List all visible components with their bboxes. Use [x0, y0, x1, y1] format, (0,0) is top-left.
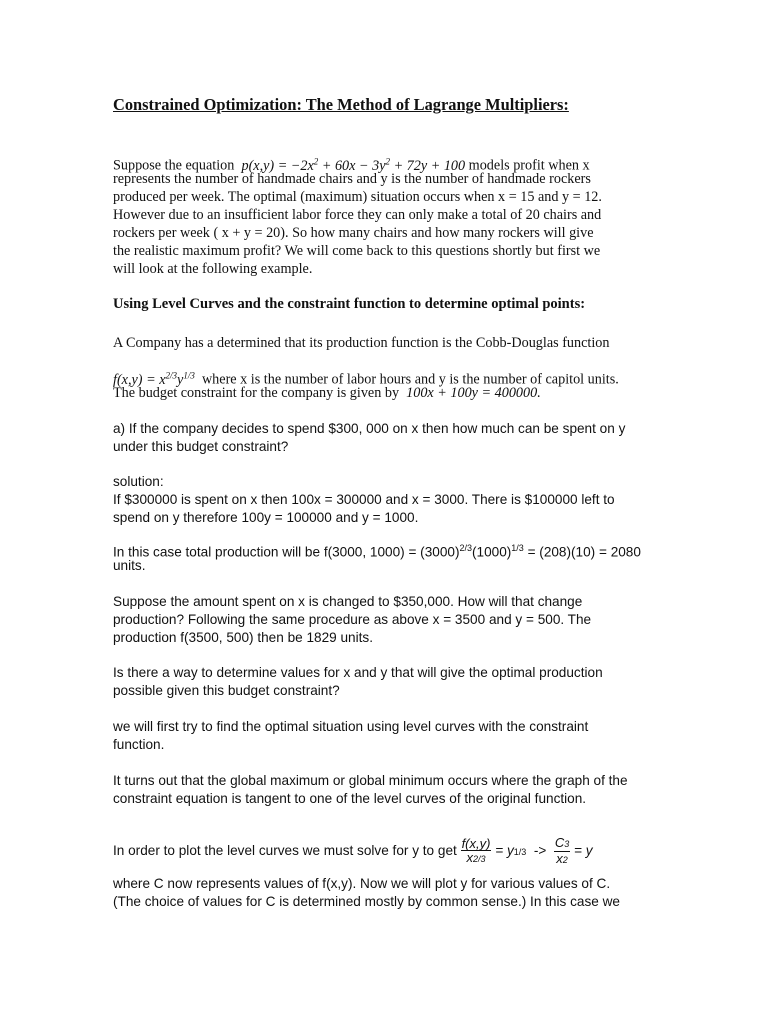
level-curves-paragraph: [113, 718, 653, 754]
intro-paragraph: [113, 152, 653, 278]
final-line: where C now represents values of f(x,y). Now we will plot y for various values of C.: [113, 876, 611, 891]
exponent-two-thirds: 2/3: [459, 543, 472, 553]
units-line: units.: [113, 558, 146, 573]
budget-constraint: 100x + 100y = 400000.: [406, 385, 541, 401]
budget-text: The budget constraint for the company is given by: [113, 385, 400, 401]
plot-paragraph: [113, 826, 653, 870]
intro-line: produced per week. The optimal (maximum) situation occurs when x = 15 and y = 12.: [113, 189, 602, 205]
production-mid: (1000): [471, 544, 512, 560]
fraction-numerator-base: C: [554, 835, 565, 850]
tangent-paragraph: [113, 772, 653, 808]
fraction-denominator-exponent: 2: [562, 855, 568, 865]
question-a: [113, 420, 653, 456]
plot-line: [113, 826, 653, 867]
company-line: A Company has a determined that its production function is the Cobb-Douglas function: [113, 335, 610, 351]
fraction-numerator: [554, 836, 570, 852]
section-heading: Using Level Curves and the constraint function to determine optimal points:: [113, 296, 586, 312]
intro-lead: Suppose the equation: [113, 157, 235, 174]
profit-equation: $p(x,y) = -2x^2 + 60x - 3y^2 + 72y + 100$: [237, 156, 466, 174]
solution-line: If $300000 is spent on x then 100x = 300000 and x = 3000. There is $100000 left to: [113, 492, 615, 507]
fraction-denominator: [554, 852, 570, 867]
company-paragraph: [113, 334, 653, 402]
fraction-numerator: f(x,y): [461, 836, 491, 851]
solution-line: spend on y therefore 100y = 100000 and y = 1000.: [113, 510, 419, 525]
production-line: [113, 539, 653, 560]
intro-after: models profit when x: [468, 157, 590, 174]
production-end: = (208)(10) = 2080: [523, 544, 641, 560]
equals-y: = y: [495, 843, 514, 859]
level-line: we will first try to find the optimal situation using level curves with the constraint: [113, 719, 589, 734]
question-a-line: a) If the company decides to spend $300, 000 on x then how much can be spent on y: [113, 421, 626, 436]
tangent-line: constraint equation is tangent to one of the level curves of the original function.: [113, 791, 587, 806]
tangent-line: It turns out that the global maximum or global minimum occurs where the graph of the: [113, 773, 628, 788]
intro-first-line: [113, 152, 653, 174]
production-lead: In this case total production will be f(3000, 1000) = (3000): [113, 544, 460, 560]
fraction-denominator-base: x: [556, 851, 563, 866]
company-line-after: where x is the number of labor hours and y is the number of capitol units.: [201, 371, 619, 388]
company-function-line: [113, 366, 653, 388]
fraction-numerator-exponent: 3: [564, 839, 570, 849]
equals-y: = y: [574, 843, 593, 859]
fraction-denominator: [461, 851, 492, 866]
change-line: production f(3500, 500) then be 1829 units.: [113, 630, 373, 645]
fraction-c-over-x: [554, 836, 570, 867]
cobb-douglas-function: $f(x,y) = x^{2/3}y^{1/3}$: [113, 370, 195, 388]
fraction-denominator-base: x: [466, 850, 473, 865]
intro-line: rockers per week ( x + y = 20). So how many chairs and how many rockers will give: [113, 225, 594, 241]
change-line: production? Following the same procedure as above x = 3500 and y = 500. The: [113, 612, 592, 627]
intro-line: the realistic maximum profit? We will come back to this questions shortly but first we: [113, 243, 601, 259]
exponent-one-third: 1/3: [511, 543, 524, 553]
optimal-question-line: Is there a way to determine values for x and y that will give the optimal production: [113, 665, 603, 680]
final-line: (The choice of values for C is determined mostly by common sense.) In this case we: [113, 894, 620, 909]
change-line: Suppose the amount spent on x is changed to $350,000. How will that change: [113, 594, 583, 609]
intro-line: represents the number of handmade chairs and y is the number of handmade rockers: [113, 171, 591, 187]
solution-label: solution:: [113, 474, 164, 489]
arrow: ->: [533, 843, 547, 859]
optimal-question-line: possible given this budget constraint?: [113, 683, 340, 698]
optimal-question: [113, 664, 653, 700]
page-title: Constrained Optimization: The Method of Lagrange Multipliers:: [113, 95, 569, 114]
intro-line: However due to an insufficient labor force they can only make a total of 20 chairs and: [113, 207, 602, 223]
solution-block: [113, 473, 653, 575]
intro-line: will look at the following example.: [113, 261, 313, 277]
fraction-denominator-exponent: 2/3: [473, 854, 486, 864]
question-a-line: under this budget constraint?: [113, 439, 289, 454]
plot-lead: In order to plot the level curves we must solve for y to get: [113, 843, 457, 859]
final-paragraph: [113, 875, 653, 911]
level-line: function.: [113, 737, 165, 752]
change-paragraph: [113, 593, 653, 647]
exponent-one-third: 1/3: [513, 847, 527, 858]
fraction-f-over-x: [461, 837, 492, 866]
